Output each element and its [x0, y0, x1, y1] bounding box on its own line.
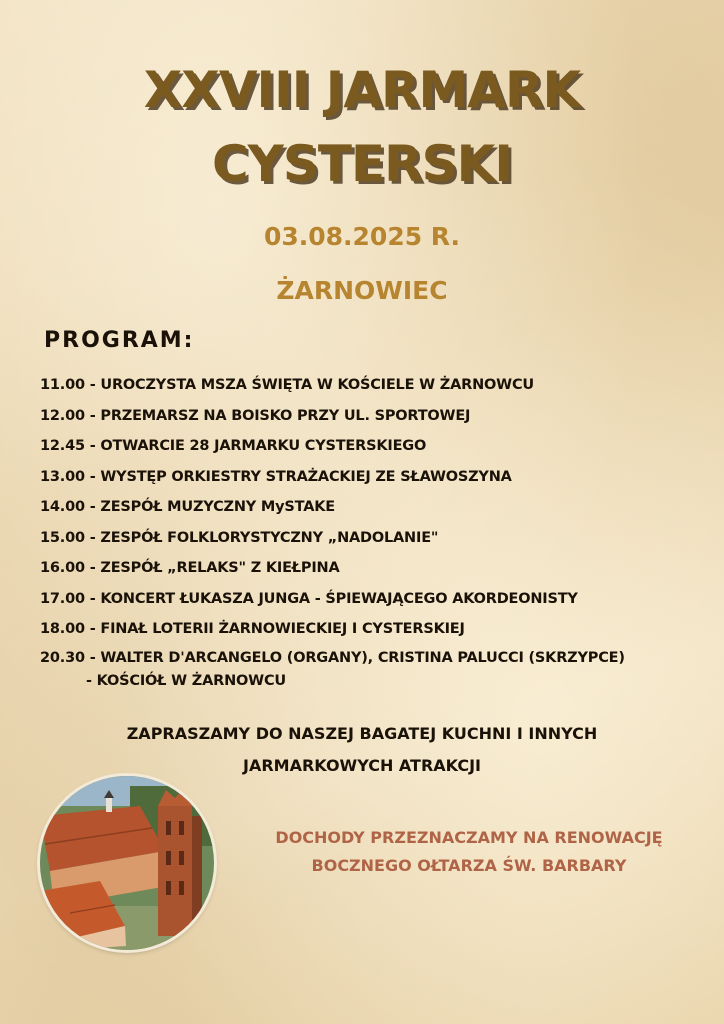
schedule-text: WALTER D'ARCANGELO (ORGANY), CRISTINA PALUCCI (SKRZYPCE)	[100, 649, 625, 666]
schedule-item	[40, 525, 700, 556]
schedule-text: OTWARCIE 28 JARMARKU CYSTERSKIEGO	[100, 438, 427, 454]
schedule-item	[40, 555, 700, 586]
program-heading: PROGRAM:	[44, 328, 195, 353]
church-illustration	[40, 776, 214, 950]
schedule-separator: -	[84, 499, 101, 515]
schedule-item	[40, 403, 700, 434]
schedule-separator: -	[84, 621, 101, 637]
schedule-separator: -	[84, 407, 101, 424]
schedule-time: 17.00	[40, 590, 85, 607]
donation-line1: DOCHODY PRZEZNACZAMY NA RENOWACJĘ	[275, 828, 663, 847]
schedule-text: WYSTĘP ORKIESTRY STRAŻACKIEJ ZE SŁAWOSZYNA	[100, 468, 512, 485]
schedule-time: 13.00	[40, 468, 85, 485]
schedule-text: KONCERT ŁUKASZA JUNGA - ŚPIEWAJĄCEGO AKORDEONISTY	[100, 590, 578, 607]
schedule-text: ZESPÓŁ MUZYCZNY MySTAKE	[100, 499, 335, 515]
schedule-time: 18.00	[40, 621, 85, 637]
schedule-separator: -	[84, 560, 101, 576]
donation-note	[244, 824, 694, 880]
event-place: ŻARNOWIEC	[276, 276, 448, 305]
event-date: 03.08.2025 R.	[263, 222, 461, 251]
program-schedule	[40, 372, 700, 699]
schedule-item	[40, 586, 700, 617]
invitation-line1: ZAPRASZAMY DO NASZEJ BAGATEJ KUCHNI I INNYCH	[126, 724, 598, 743]
schedule-item	[40, 464, 700, 495]
schedule-time: 12.00	[40, 407, 85, 424]
schedule-time: 16.00	[40, 560, 85, 576]
donation-line2: BOCZNEGO OŁTARZA ŚW. BARBARY	[311, 856, 627, 875]
schedule-item	[40, 494, 700, 525]
schedule-text: ZESPÓŁ FOLKLORYSTYCZNY „NADOLANIE"	[100, 529, 439, 546]
poster-title-line1: XXVIII JARMARK	[143, 61, 581, 119]
schedule-item	[40, 372, 700, 403]
schedule-separator: -	[84, 438, 101, 454]
schedule-item	[40, 433, 700, 464]
schedule-time: 20.30	[40, 649, 85, 666]
schedule-text: UROCZYSTA MSZA ŚWIĘTA W KOŚCIELE W ŻARNOWCU	[100, 377, 534, 393]
schedule-continuation: - KOŚCIÓŁ W ŻARNOWCU	[86, 672, 286, 689]
schedule-text: FINAŁ LOTERII ŻARNOWIECKIEJ I CYSTERSKIEJ	[100, 621, 465, 637]
schedule-time: 11.00	[40, 377, 85, 393]
schedule-time: 15.00	[40, 529, 85, 546]
poster-title-line2: CYSTERSKI	[211, 135, 513, 193]
schedule-separator: -	[84, 590, 101, 607]
schedule-item	[40, 616, 700, 647]
schedule-separator: -	[84, 468, 101, 485]
invitation-text	[0, 718, 724, 782]
schedule-time: 14.00	[40, 499, 85, 515]
schedule-text: ZESPÓŁ „RELAKS" Z KIEŁPINA	[100, 560, 340, 576]
schedule-separator: -	[84, 377, 101, 393]
schedule-separator: -	[84, 649, 101, 666]
invitation-line2: JARMARKOWYCH ATRAKCJI	[242, 756, 481, 775]
church-photo	[40, 776, 214, 950]
schedule-separator: -	[84, 529, 101, 546]
schedule-item	[40, 647, 700, 699]
schedule-time: 12.45	[40, 438, 85, 454]
schedule-text: PRZEMARSZ NA BOISKO PRZY UL. SPORTOWEJ	[100, 407, 471, 424]
